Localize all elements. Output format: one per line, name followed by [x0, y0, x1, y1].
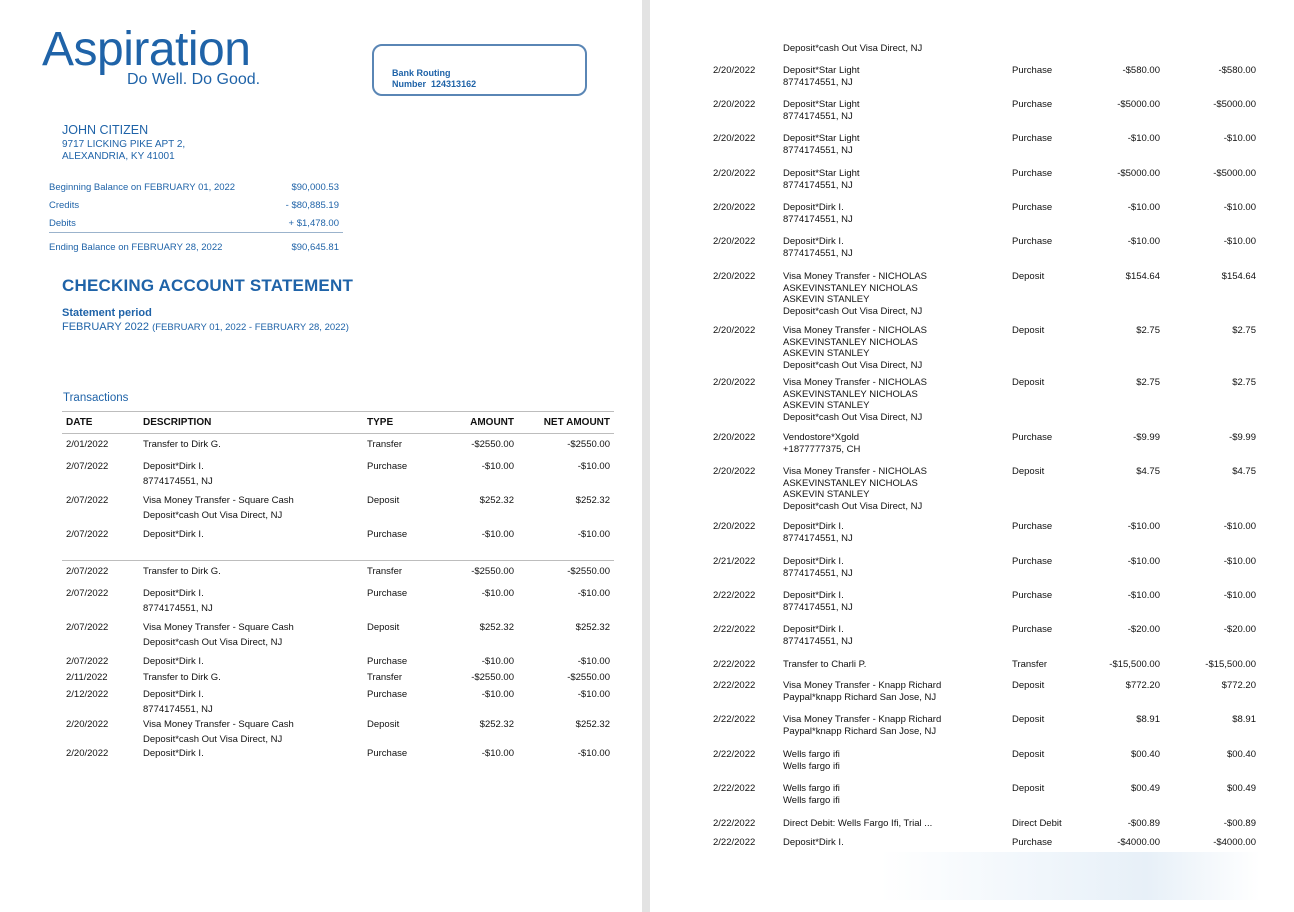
txn-amount: -$10.00 — [1127, 521, 1160, 532]
txn-date: 2/07/2022 — [66, 656, 109, 667]
logo-tagline: Do Well. Do Good. — [127, 71, 261, 88]
txn-type: Purchase — [367, 748, 408, 759]
txn-net-amount: -$2550.00 — [567, 672, 610, 683]
balance-label: Beginning Balance on FEBRUARY 01, 2022 — [49, 182, 236, 193]
txn-type: Purchase — [1012, 168, 1053, 179]
txn-net-amount: -$10.00 — [1223, 590, 1256, 601]
txn-description-line: Paypal*knapp Richard San Jose, NJ — [783, 691, 937, 703]
txn-net-amount: -$10.00 — [577, 529, 610, 540]
txn-date: 2/20/2022 — [66, 748, 109, 759]
txn-net-amount: $252.32 — [575, 622, 610, 633]
table-top-rule — [62, 411, 614, 412]
txn-type: Deposit — [1012, 680, 1045, 691]
txn-net-amount: -$4000.00 — [1213, 837, 1256, 848]
txn-date: 2/22/2022 — [713, 624, 756, 635]
txn-amount: -$10.00 — [481, 529, 514, 540]
txn-type: Deposit — [367, 622, 400, 633]
txn-date: 2/20/2022 — [713, 377, 756, 388]
txn-type: Purchase — [367, 689, 408, 700]
txn-description-line: Deposit*cash Out Visa Direct, NJ — [143, 509, 283, 521]
txn-description-line: Deposit*cash Out Visa Direct, NJ — [783, 500, 923, 512]
txn-description-line: +1877777375, CH — [783, 443, 861, 455]
txn-type: Deposit — [1012, 466, 1045, 477]
txn-type: Transfer — [367, 566, 403, 577]
txn-type: Deposit — [1012, 714, 1045, 725]
txn-amount: $8.91 — [1136, 714, 1160, 725]
txn-amount: -$10.00 — [481, 689, 514, 700]
txn-net-amount: $2.75 — [1232, 325, 1256, 336]
txn-net-amount: $154.64 — [1221, 271, 1256, 282]
txn-description-line: Deposit*Dirk I. — [783, 590, 844, 601]
txn-amount: -$5000.00 — [1117, 168, 1160, 179]
txn-net-amount: -$10.00 — [1223, 202, 1256, 213]
txn-amount: $00.49 — [1130, 783, 1160, 794]
routing-number: 124313162 — [431, 79, 477, 89]
customer-address-line1: 9717 LICKING PIKE APT 2, — [62, 139, 186, 150]
txn-net-amount: -$10.00 — [577, 748, 610, 759]
txn-description-line: Deposit*cash Out Visa Direct, NJ — [783, 411, 923, 423]
statement-period-range: (FEBRUARY 01, 2022 - FEBRUARY 28, 2022) — [152, 322, 349, 333]
txn-date: 2/20/2022 — [713, 168, 756, 179]
txn-date: 2/01/2022 — [66, 439, 109, 450]
table-section-rule — [62, 560, 614, 561]
txn-amount: -$10.00 — [1127, 590, 1160, 601]
transactions-title: Transactions — [63, 392, 129, 404]
routing-number-row — [392, 79, 476, 90]
txn-description-line: ASKEVINSTANLEY NICHOLAS — [783, 282, 918, 294]
txn-description-line: Wells fargo ifi — [783, 749, 840, 760]
txn-description-line: 8774174551, NJ — [143, 602, 213, 614]
txn-type: Purchase — [367, 588, 408, 599]
txn-description-line: Visa Money Transfer - Knapp Richard — [783, 680, 942, 691]
txn-date: 2/22/2022 — [713, 749, 756, 760]
txn-description-line: Deposit*Star Light — [783, 65, 860, 76]
scan-smudge — [880, 852, 1260, 900]
txn-date: 2/21/2022 — [713, 556, 756, 567]
txn-net-amount: $252.32 — [575, 719, 610, 730]
balance-value: + $1,478.00 — [288, 218, 339, 229]
txn-description-line: Deposit*Star Light — [783, 168, 860, 179]
txn-description-line: Deposit*Dirk I. — [783, 202, 844, 213]
txn-type: Direct Debit — [1012, 818, 1062, 829]
column-header-type: TYPE — [367, 417, 394, 428]
txn-amount: $154.64 — [1125, 271, 1160, 282]
txn-description-line: Deposit*cash Out Visa Direct, NJ — [783, 305, 923, 317]
column-header-amount: AMOUNT — [470, 417, 514, 428]
statement-page-2 — [650, 0, 1294, 912]
txn-date: 2/07/2022 — [66, 461, 109, 472]
txn-type: Purchase — [367, 461, 408, 472]
txn-amount: -$10.00 — [1127, 133, 1160, 144]
txn-net-amount: -$5000.00 — [1213, 168, 1256, 179]
txn-type: Transfer — [367, 672, 403, 683]
txn-description-line: Transfer to Charli P. — [783, 659, 867, 670]
txn-description-line: 8774174551, NJ — [143, 475, 213, 487]
txn-description-line: ASKEVIN STANLEY — [783, 400, 870, 411]
txn-amount: $772.20 — [1125, 680, 1160, 691]
txn-description-line: 8774174551, NJ — [783, 532, 853, 544]
statement-period-value — [62, 321, 349, 333]
txn-net-amount: -$10.00 — [577, 461, 610, 472]
txn-amount: -$580.00 — [1122, 65, 1160, 76]
txn-net-amount: -$10.00 — [1223, 521, 1256, 532]
txn-description-line: Wells fargo ifi — [783, 760, 840, 772]
txn-type: Purchase — [1012, 521, 1053, 532]
txn-description-line: 8774174551, NJ — [783, 601, 853, 613]
txn-net-amount: $8.91 — [1232, 714, 1256, 725]
balance-label: Credits — [49, 200, 80, 211]
txn-date: 2/07/2022 — [66, 622, 109, 633]
continued-description-line: Deposit*cash Out Visa Direct, NJ — [783, 43, 923, 54]
txn-description-line: Deposit*Dirk I. — [783, 521, 844, 532]
balance-divider — [49, 232, 343, 233]
txn-type: Purchase — [367, 529, 408, 540]
txn-date: 2/22/2022 — [713, 659, 756, 670]
txn-amount: $252.32 — [479, 495, 514, 506]
txn-description-line: Transfer to Dirk G. — [143, 439, 221, 450]
txn-type: Purchase — [1012, 590, 1053, 601]
txn-type: Purchase — [1012, 202, 1053, 213]
txn-description-line: ASKEVIN STANLEY — [783, 348, 870, 359]
txn-date: 2/20/2022 — [713, 133, 756, 144]
txn-date: 2/20/2022 — [713, 466, 756, 477]
txn-amount: -$10.00 — [481, 461, 514, 472]
txn-net-amount: -$10.00 — [577, 689, 610, 700]
txn-description-line: Deposit*Dirk I. — [143, 588, 204, 599]
balance-value: - $80,885.19 — [285, 200, 339, 211]
ending-balance-row — [49, 242, 343, 254]
page-gutter — [642, 0, 650, 912]
txn-amount: -$10.00 — [1127, 236, 1160, 247]
txn-type: Transfer — [1012, 659, 1048, 670]
txn-date: 2/20/2022 — [713, 99, 756, 110]
txn-type: Purchase — [1012, 624, 1053, 635]
column-header-date: DATE — [66, 417, 93, 428]
txn-description-line: Visa Money Transfer - Square Cash — [143, 495, 294, 506]
txn-description-line: 8774174551, NJ — [783, 247, 853, 259]
txn-type: Purchase — [1012, 837, 1053, 848]
txn-description-line: Transfer to Dirk G. — [143, 672, 221, 683]
logo-wordmark: Aspiration — [42, 23, 251, 76]
txn-net-amount: $252.32 — [575, 495, 610, 506]
txn-net-amount: $772.20 — [1221, 680, 1256, 691]
statement-page-1 — [0, 0, 642, 912]
txn-type: Deposit — [1012, 325, 1045, 336]
txn-description-line: 8774174551, NJ — [783, 144, 853, 156]
balance-value: $90,645.81 — [291, 242, 339, 253]
txn-type: Deposit — [1012, 783, 1045, 794]
txn-type: Purchase — [1012, 99, 1053, 110]
txn-net-amount: $00.49 — [1226, 783, 1256, 794]
txn-amount: -$15,500.00 — [1109, 659, 1160, 670]
txn-date: 2/20/2022 — [713, 325, 756, 336]
txn-description-line: Deposit*Dirk I. — [783, 624, 844, 635]
statement-period-month: FEBRUARY 2022 — [62, 321, 150, 333]
txn-date: 2/22/2022 — [713, 783, 756, 794]
txn-amount: -$10.00 — [481, 748, 514, 759]
txn-description-line: 8774174551, NJ — [783, 179, 853, 191]
txn-net-amount: -$5000.00 — [1213, 99, 1256, 110]
txn-description-line: Deposit*Dirk I. — [143, 461, 204, 472]
statement-title: CHECKING ACCOUNT STATEMENT — [62, 276, 354, 295]
txn-description-line: Deposit*Star Light — [783, 99, 860, 110]
txn-net-amount: -$20.00 — [1223, 624, 1256, 635]
txn-description-line: Deposit*Dirk I. — [783, 556, 844, 567]
txn-type: Purchase — [1012, 432, 1053, 443]
txn-amount: $2.75 — [1136, 325, 1160, 336]
txn-net-amount: $00.40 — [1226, 749, 1256, 760]
txn-date: 2/11/2022 — [66, 672, 108, 683]
txn-date: 2/22/2022 — [713, 714, 756, 725]
customer-name: JOHN CITIZEN — [62, 123, 149, 137]
statement-period-heading: Statement period — [62, 307, 152, 319]
txn-amount: $4.75 — [1136, 466, 1160, 477]
txn-description-line: Transfer to Dirk G. — [143, 566, 221, 577]
txn-net-amount: -$2550.00 — [567, 439, 610, 450]
routing-number-box — [372, 44, 587, 96]
balance-value: $90,000.53 — [291, 182, 339, 193]
column-header-net-amount: NET AMOUNT — [543, 417, 610, 428]
txn-net-amount: -$10.00 — [1223, 236, 1256, 247]
txn-date: 2/12/2022 — [66, 689, 109, 700]
txn-description-line: 8774174551, NJ — [783, 76, 853, 88]
txn-net-amount: $2.75 — [1232, 377, 1256, 388]
txn-description-line: 8774174551, NJ — [783, 110, 853, 122]
txn-description-line: 8774174551, NJ — [143, 703, 213, 715]
txn-date: 2/22/2022 — [713, 680, 756, 691]
beginning-balance-row — [49, 182, 343, 194]
txn-net-amount: -$00.89 — [1223, 818, 1256, 829]
customer-address-line2: ALEXANDRIA, KY 41001 — [62, 151, 175, 162]
txn-date: 2/07/2022 — [66, 529, 109, 540]
txn-type: Deposit — [1012, 271, 1045, 282]
txn-description-line: ASKEVINSTANLEY NICHOLAS — [783, 388, 918, 400]
txn-description-line: ASKEVINSTANLEY NICHOLAS — [783, 336, 918, 348]
txn-net-amount: -$15,500.00 — [1205, 659, 1256, 670]
txn-description-line: Deposit*cash Out Visa Direct, NJ — [143, 636, 283, 648]
txn-description-line: Visa Money Transfer - NICHOLAS — [783, 466, 927, 477]
txn-description-line: Visa Money Transfer - Square Cash — [143, 622, 294, 633]
txn-type: Purchase — [1012, 556, 1053, 567]
txn-net-amount: -$10.00 — [1223, 556, 1256, 567]
txn-description-line: 8774174551, NJ — [783, 567, 853, 579]
txn-description-line: Paypal*knapp Richard San Jose, NJ — [783, 725, 937, 737]
txn-date: 2/20/2022 — [713, 65, 756, 76]
txn-date: 2/22/2022 — [713, 837, 756, 848]
txn-description-line: Deposit*Dirk I. — [143, 656, 204, 667]
txn-type: Deposit — [1012, 749, 1045, 760]
txn-date: 2/07/2022 — [66, 495, 109, 506]
txn-date: 2/20/2022 — [713, 432, 756, 443]
txn-amount: -$20.00 — [1127, 624, 1160, 635]
txn-amount: $252.32 — [479, 622, 514, 633]
txn-type: Deposit — [367, 495, 400, 506]
txn-amount: -$2550.00 — [471, 439, 514, 450]
routing-label: Bank Routing — [392, 68, 451, 78]
balance-label: Ending Balance on FEBRUARY 28, 2022 — [49, 242, 223, 253]
balance-label: Debits — [49, 218, 76, 229]
txn-type: Transfer — [367, 439, 403, 450]
txn-description-line: ASKEVIN STANLEY — [783, 294, 870, 305]
txn-description-line: Wells fargo ifi — [783, 783, 840, 794]
txn-description-line: ASKEVINSTANLEY NICHOLAS — [783, 477, 918, 489]
txn-amount: -$10.00 — [1127, 556, 1160, 567]
txn-description-line: 8774174551, NJ — [783, 213, 853, 225]
txn-amount: -$2550.00 — [471, 672, 514, 683]
txn-date: 2/20/2022 — [713, 521, 756, 532]
txn-amount: -$4000.00 — [1117, 837, 1160, 848]
txn-description-line: Direct Debit: Wells Fargo Ifi, Trial ... — [783, 818, 933, 829]
txn-description-line: ASKEVIN STANLEY — [783, 489, 870, 500]
column-header-description: DESCRIPTION — [143, 417, 212, 428]
txn-description-line: Deposit*Dirk I. — [783, 837, 844, 848]
txn-date: 2/20/2022 — [713, 202, 756, 213]
txn-type: Purchase — [1012, 65, 1053, 76]
txn-description-line: Deposit*Dirk I. — [143, 748, 204, 759]
txn-net-amount: -$10.00 — [577, 656, 610, 667]
txn-date: 2/20/2022 — [713, 271, 756, 282]
txn-description-line: Deposit*cash Out Visa Direct, NJ — [783, 359, 923, 371]
txn-amount: -$10.00 — [1127, 202, 1160, 213]
txn-amount: -$9.99 — [1133, 432, 1160, 443]
txn-amount: -$5000.00 — [1117, 99, 1160, 110]
txn-type: Purchase — [1012, 133, 1053, 144]
txn-description-line: Deposit*Dirk I. — [143, 689, 204, 700]
txn-date: 2/07/2022 — [66, 588, 109, 599]
txn-type: Deposit — [367, 719, 400, 730]
credits-row — [49, 200, 343, 212]
aspiration-logo — [42, 22, 262, 92]
debits-row — [49, 218, 343, 230]
txn-description-line: Deposit*Dirk I. — [783, 236, 844, 247]
txn-net-amount: -$580.00 — [1218, 65, 1256, 76]
txn-description-line: Visa Money Transfer - NICHOLAS — [783, 377, 927, 388]
txn-type: Deposit — [1012, 377, 1045, 388]
txn-description-line: Wells fargo ifi — [783, 794, 840, 806]
txn-net-amount: -$10.00 — [1223, 133, 1256, 144]
txn-date: 2/20/2022 — [713, 236, 756, 247]
txn-net-amount: $4.75 — [1232, 466, 1256, 477]
txn-amount: $252.32 — [479, 719, 514, 730]
txn-type: Purchase — [367, 656, 408, 667]
txn-date: 2/22/2022 — [713, 590, 756, 601]
txn-description-line: Deposit*Star Light — [783, 133, 860, 144]
txn-description-line: Visa Money Transfer - Knapp Richard — [783, 714, 942, 725]
txn-type: Purchase — [1012, 236, 1053, 247]
txn-description-line: Visa Money Transfer - NICHOLAS — [783, 325, 927, 336]
txn-description-line: Deposit*cash Out Visa Direct, NJ — [143, 733, 283, 745]
txn-date: 2/22/2022 — [713, 818, 756, 829]
txn-description-line: Visa Money Transfer - Square Cash — [143, 719, 294, 730]
txn-amount: $2.75 — [1136, 377, 1160, 388]
txn-net-amount: -$2550.00 — [567, 566, 610, 577]
txn-net-amount: -$9.99 — [1229, 432, 1256, 443]
txn-amount: -$00.89 — [1127, 818, 1160, 829]
txn-date: 2/07/2022 — [66, 566, 109, 577]
txn-amount: -$10.00 — [481, 588, 514, 599]
txn-description-line: 8774174551, NJ — [783, 635, 853, 647]
table-header-rule — [62, 433, 614, 434]
txn-description-line: Deposit*Dirk I. — [143, 529, 204, 540]
routing-number-label: Number — [392, 79, 427, 89]
txn-amount: $00.40 — [1130, 749, 1160, 760]
txn-description-line: Vendostore*Xgold — [783, 432, 860, 443]
txn-net-amount: -$10.00 — [577, 588, 610, 599]
txn-amount: -$2550.00 — [471, 566, 514, 577]
txn-date: 2/20/2022 — [66, 719, 109, 730]
txn-description-line: Visa Money Transfer - NICHOLAS — [783, 271, 927, 282]
txn-amount: -$10.00 — [481, 656, 514, 667]
